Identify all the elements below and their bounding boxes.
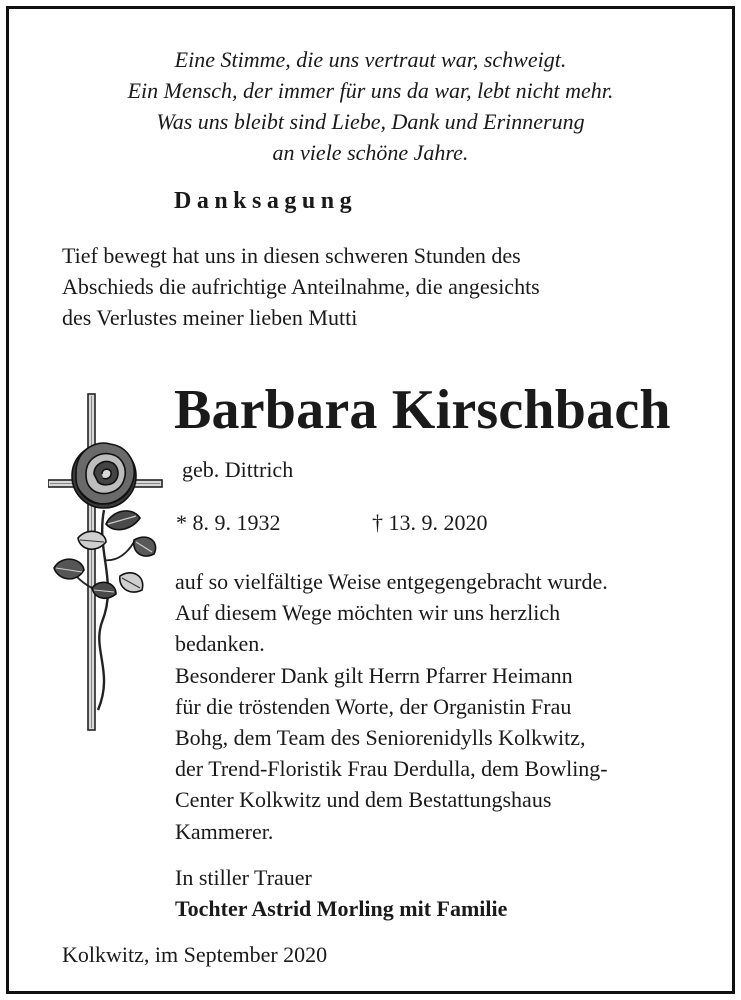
deceased-name: Barbara Kirschbach bbox=[174, 379, 671, 441]
birth-date: * 8. 9. 1932 bbox=[176, 510, 281, 535]
mourning-line: In stiller Trauer bbox=[175, 865, 312, 890]
poem-line: Eine Stimme, die uns vertraut war, schweigt. bbox=[174, 47, 567, 72]
intro-line: Tief bewegt hat uns in diesen schweren Stunden des bbox=[62, 243, 521, 268]
body-line: auf so vielfältige Weise entgegengebracht wurde. bbox=[175, 569, 608, 594]
place-date: Kolkwitz, im September 2020 bbox=[62, 942, 328, 967]
poem-line: Ein Mensch, der immer für uns da war, lebt nicht mehr. bbox=[127, 78, 614, 103]
body-line: Kammerer. bbox=[175, 818, 274, 844]
poem bbox=[0, 44, 741, 168]
intro-line: Abschieds die aufrichtige Anteilnahme, die angesichts bbox=[62, 274, 540, 299]
body-line: Center Kolkwitz und dem Bestattungshaus bbox=[175, 787, 552, 813]
mourners-family: Tochter Astrid Morling mit Familie bbox=[175, 896, 508, 921]
body-line: Auf diesem Wege möchten wir uns herzlich bbox=[175, 600, 561, 626]
body-line: Besonderer Dank gilt Herrn Pfarrer Heimann bbox=[175, 662, 573, 688]
heading-danksagung: Danksagung bbox=[174, 188, 358, 214]
poem-line: Was uns bleibt sind Liebe, Dank und Erinnerung bbox=[156, 109, 585, 134]
cross-with-rose-icon bbox=[48, 392, 164, 732]
body-line: Bohg, dem Team des Seniorenidylls Kolkwitz, bbox=[175, 725, 586, 751]
body-text bbox=[175, 566, 715, 847]
body-line: der Trend-Floristik Frau Derdulla, dem Bowling- bbox=[175, 756, 608, 782]
intro-text bbox=[62, 240, 682, 333]
body-line: für die tröstenden Worte, der Organistin Frau bbox=[175, 693, 572, 719]
birth-name: geb. Dittrich bbox=[182, 457, 294, 482]
body-line: bedanken. bbox=[175, 631, 265, 657]
death-date: † 13. 9. 2020 bbox=[372, 510, 488, 535]
intro-line: des Verlustes meiner lieben Mutti bbox=[62, 305, 358, 330]
poem-line: an viele schöne Jahre. bbox=[272, 140, 469, 165]
